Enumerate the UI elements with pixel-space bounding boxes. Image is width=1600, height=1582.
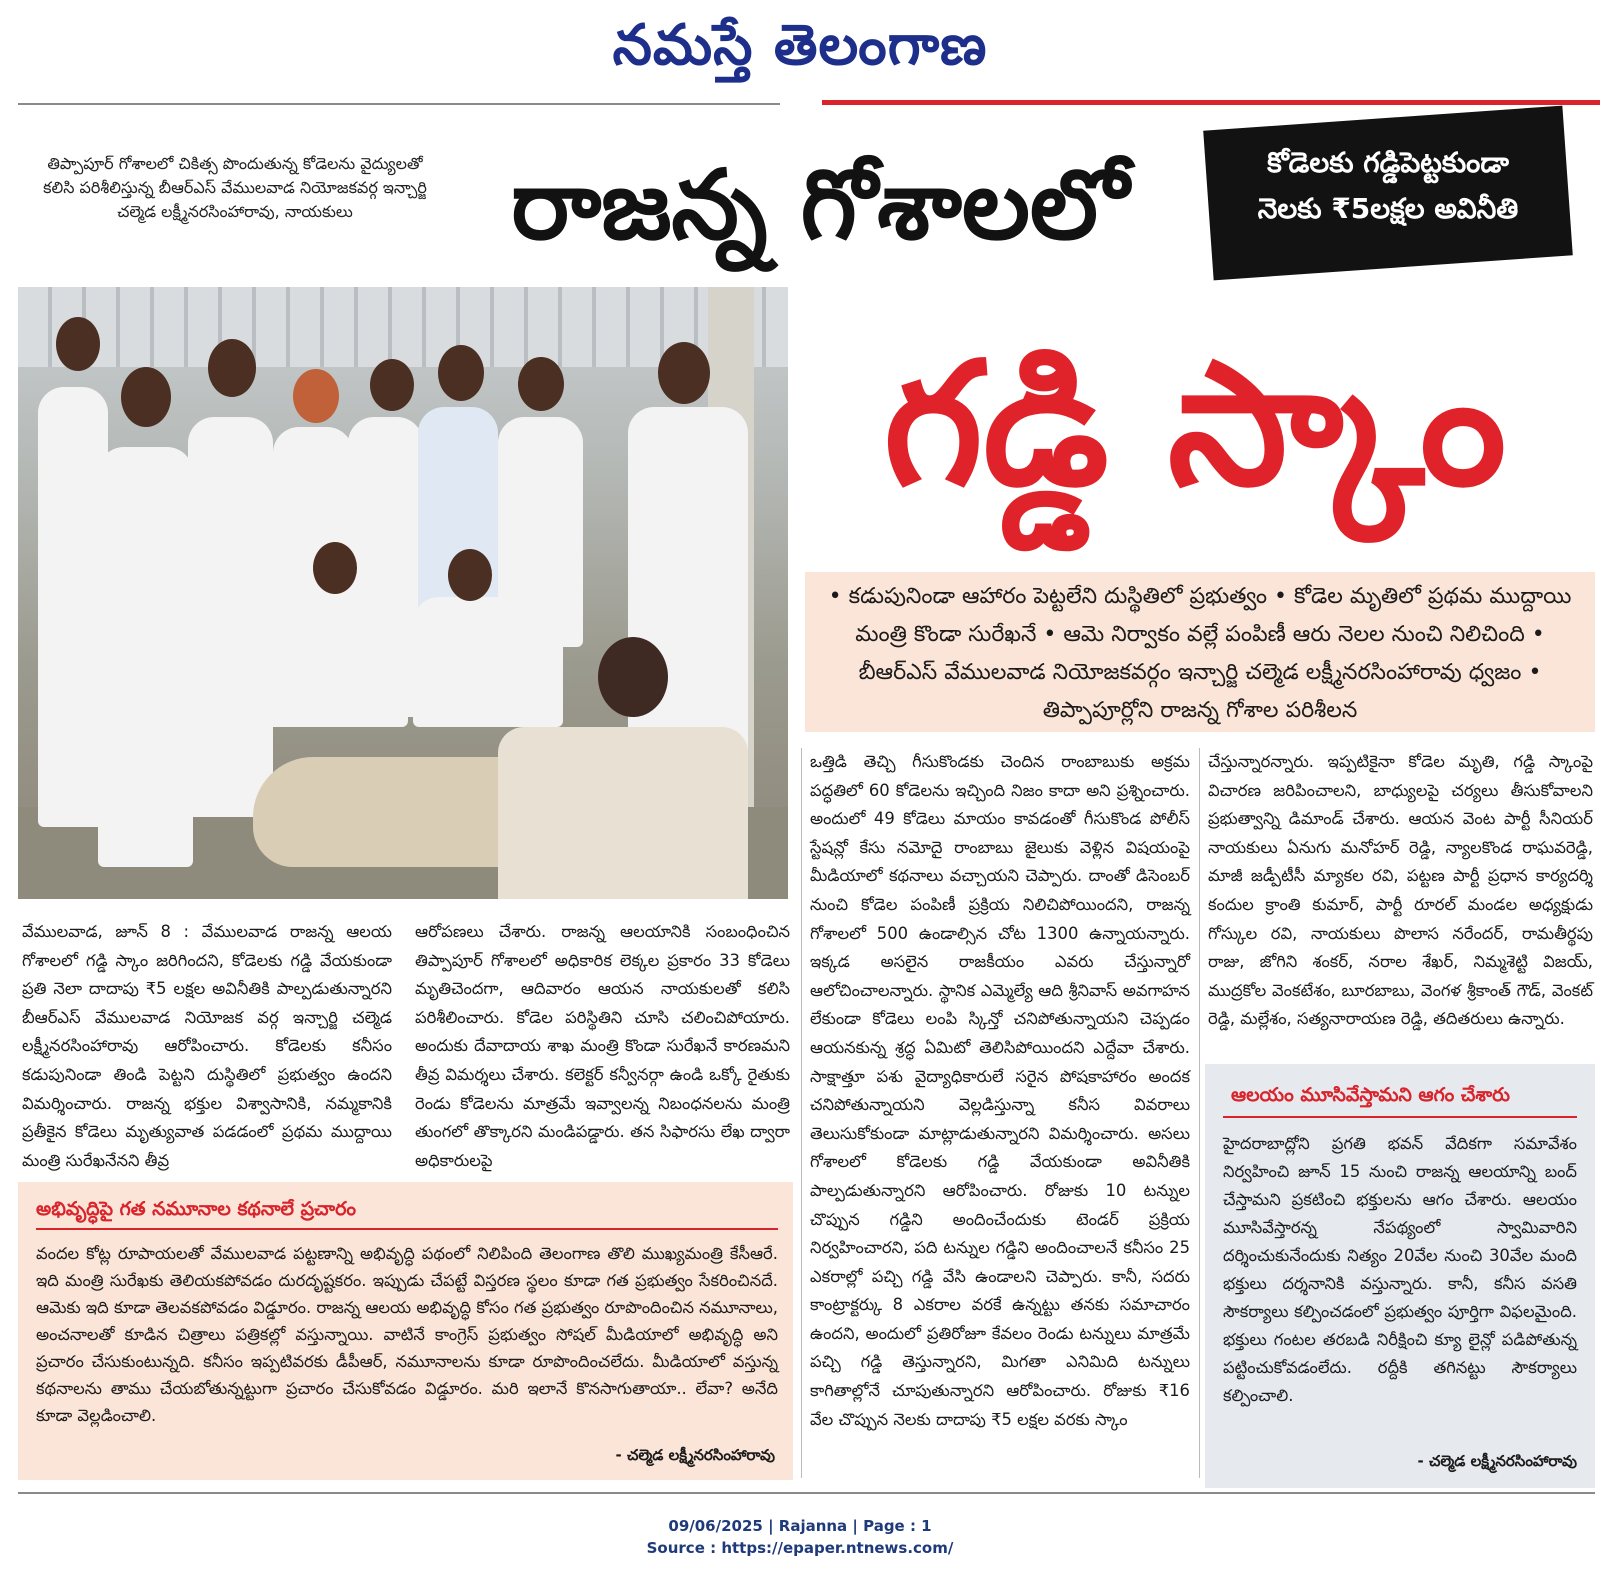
news-photo: [18, 287, 788, 899]
person-figure: [98, 447, 193, 867]
column-divider: [801, 748, 802, 1478]
article-column-2: [415, 918, 790, 1175]
headline-kicker: రాజన్న గోశాలలో: [511, 149, 1129, 261]
sidebar-byline: - చల్మెడ లక్ష్మీనరసింహారావు: [1417, 1452, 1577, 1470]
person-head: [208, 339, 256, 397]
person-figure-crouching: [413, 597, 563, 727]
footer-date-page: 09/06/2025 | Rajanna | Page : 1: [668, 1517, 932, 1535]
summary-bullets-box: [805, 572, 1595, 732]
sidebar-title: ఆలయం మూసివేస్తామని ఆగం చేశారు: [1231, 1084, 1510, 1106]
person-head: [448, 549, 492, 601]
masthead-title: నమస్తే తెలంగాణ: [612, 12, 988, 78]
person-head: [56, 317, 100, 371]
person-figure-foreground: [498, 727, 748, 899]
sidebar-title-rule: [1223, 1116, 1577, 1118]
headline-banner-text: [1218, 140, 1558, 232]
sidebar-byline: - చల్మెడ లక్ష్మీనరసింహారావు: [615, 1446, 775, 1464]
article-column-4: [1208, 748, 1593, 1034]
banner-line-2: నెలకు ₹5లక్షల అవినీతి: [1257, 192, 1519, 225]
photo-caption: తిప్పాపూర్ గోశాలలో చికిత్స పొందుతున్న కోడెలను వైద్యులతో కలిసి పరిశీలిస్తున్న బీఆర్ఎస్ వేములవాడ నియోజకవర్గ ఇన్చార్జి చల్మెడ లక్ష్మీనరసింహారావు, నాయకులు: [43, 154, 427, 221]
sidebar-box-temple: [1205, 1064, 1595, 1488]
footer-source: Source : https://epaper.ntnews.com/: [646, 1539, 954, 1557]
person-head: [293, 369, 339, 423]
masthead-divider-left: [18, 103, 780, 105]
banner-line-1: కోడెలకు గడ్డిపెట్టకుండా: [1267, 146, 1509, 179]
article-text: ఒత్తిడి తెచ్చి గీసుకొండకు చెందిన రాంబాబుకు అక్రమ పద్ధతిలో 60 కోడెలను ఇచ్చింది నిజం కాదా అని ప్రశ్నించారు. అందులో 49 కోడెలు మాయం కావడంతో గీసుకొండ పోలీస్ స్టేషన్లో కేసు నమోదై రాంబాబు జైలుకు వెళ్లిన విషయంపై మీడియాలో కథనాలు వచ్చాయని చెప్పారు. దాంతో డిసెంబర్ నుంచి కోడెల పంపిణీ ప్రక్రియ నిలిచిపోయిందని, రాజన్న గోశాలలో 500 ఉండాల్సిన చోట 1300 ఉన్నాయన్నారు. ఇక్కడ అసలైన రాజకీయం ఎవరు చేస్తున్నారో ఆలోచించాలన్నారు. స్థానిక ఎమ్మెల్యే ఆది శ్రీనివాస్ అవగాహన లేకుండా కోడెలు లంపి స్కిన్తో చనిపోతున్నాయని చెప్పడం ఆయనకున్న శ్రద్ధ ఏమిటో తెలిసిపోయిందని ఎద్దేవా చేశారు. సాక్షాత్తూ పశు వైద్యాధికారులే సరైన పోషకాహారం అందక చనిపోతున్నాయని వెల్లడిస్తున్నా కనీస వివరాలు తెలుసుకోకుండా మాట్లాడుతున్నారని విమర్శించారు. అసలు గోశాలలో కోడెలకు గడ్డి వేయకుండా అవినీతికి పాల్పడుతున్నారని ఆరోపించారు. రోజుకు 10 టన్నుల చొప్పున గడ్డిని అందించేందుకు టెండర్ ప్రక్రియ నిర్వహించారని, పది టన్నుల గడ్డిని అందించాలనే కనీసం 25 ఎకరాల్లో పచ్చి గడ్డి వేసి ఉండాలని చెప్పారు. కానీ, సదరు కాంట్రాక్టర్కు 8 ఎకరాల వరకే ఉన్నట్టు తనకు సమాచారం ఉందని, అందులో ప్రతిరోజూ కేవలం రెండు టన్నులు మాత్రమే పచ్చి గడ్డి తెస్తున్నారని, మిగతా ఎనిమిది టన్నులు కాగితాల్లోనే చూపుతున్నారని ఆరోపించారు. రోజుకు ₹16 వేల చొప్పున నెలకు దాదాపు ₹5 లక్షల వరకు స్కాం: [810, 752, 1190, 1429]
person-figure: [188, 417, 273, 817]
article-text: ఆరోపణలు చేశారు. రాజన్న ఆలయానికి సంబంధించిన తిప్పాపూర్ గోశాలలో అధికారిక లెక్కల ప్రకారం 33 కోడెలు మృతిచెందగా, ఆదివారం ఆయన నాయకులతో కలిసి పరిశీలించారు. కోడెల పరిస్థితిని చూసి చలించిపోయారు. అందుకు దేవాదాయ శాఖ మంత్రి కొండా సురేఖనే కారణమని తీవ్ర విమర్శలు చేశారు. కలెక్టర్ కన్వీనర్గా ఉండి ఒక్కో రైతుకు రెండు కోడెలను మాత్రమే ఇవ్వాలన్న నిబంధనలను మంత్రి తుంగలో తొక్కారని మండిపడ్డారు. తన సిఫారసు లేఖ ద్వారా అధికారులపై: [415, 922, 790, 1170]
person-head: [121, 367, 171, 427]
summary-bullets: • కడుపునిండా ఆహారం పెట్టలేని దుస్థితిలో ప్రభుత్వం • కోడెల మృతిలో ప్రథమ ముద్దాయి మంత్రి కొండా సురేఖనే • ఆమె నిర్వాకం వల్లే పంపిణీ ఆరు నెలల నుంచి నిలిచింది • బీఆర్ఎస్ వేములవాడ నియోజకవర్గం ఇన్చార్జి చల్మెడ లక్ష్మీనరసింహారావు ధ్వజం • తిప్పాపూర్లోని రాజన్న గోశాల పరిశీలన: [828, 584, 1572, 723]
headline-main: గడ్డి స్కాం: [883, 326, 1507, 524]
column-divider: [1199, 748, 1200, 1478]
sidebar-box-development: [18, 1182, 793, 1480]
person-head: [518, 357, 564, 411]
page-footer: [0, 1515, 1600, 1559]
masthead-divider-right: [822, 100, 1600, 105]
person-head: [370, 359, 414, 411]
person-head: [313, 542, 357, 594]
person-head: [438, 345, 484, 401]
sidebar-title-rule: [36, 1228, 778, 1230]
footer-divider: [18, 1492, 1595, 1494]
sidebar-title: అభివృద్ధిపై గత నమూనాల కథనాలే ప్రచారం: [36, 1198, 357, 1220]
article-text: వేములవాడ, జూన్ 8 : వేములవాడ రాజన్న ఆలయ గోశాలలో గడ్డి స్కాం జరిగిందని, కోడెలకు గడ్డి వేయకుండా ప్రతి నెలా దాదాపు ₹5 లక్షల అవినీతికి పాల్పడుతున్నారని బీఆర్ఎస్ వేములవాడ నియోజక వర్గ ఇన్చార్జి చల్మెడ లక్ష్మీనరసింహారావు ఆరోపించారు. కోడెలకు కనీసం కడుపునిండా తిండి పెట్టని దుస్థితిలో ప్రభుత్వం ఉందని విమర్శించారు. రాజన్న భక్తుల విశ్వాసానికి, నమ్మకానికి ప్రతీకైన కోడెలు మృత్యువాత పడడంలో ప్రథమ ముద్దాయి మంత్రి సురేఖనేనని తీవ్ర: [22, 922, 392, 1170]
person-figure-crouching: [268, 587, 408, 727]
article-column-3: [810, 748, 1190, 1434]
article-text: చేస్తున్నారన్నారు. ఇప్పటికైనా కోడెల మృతి, గడ్డి స్కాంపై విచారణ జరిపించాలని, బాధ్యులపై చర్యలు తీసుకోవాలని ప్రభుత్వాన్ని డిమాండ్ చేశారు. ఆయన వెంట పార్టీ సీనియర్ నాయకులు ఏనుగు మనోహర్ రెడ్డి, న్యాలకొండ రాఘవరెడ్డి, మాజీ జడ్పీటీసీ మ్యాకల రవి, పట్టణ పార్టీ ప్రధాన కార్యదర్శి కందుల క్రాంతి కుమార్, పార్టీ రూరల్ మండల అధ్యక్షుడు గోస్కుల రవి, నాయకులు పొలాస నరేందర్, రామతీర్థపు రాజు, జోగిని శంకర్, నరాల శేఖర్, నిమ్మశెట్టి విజయ్, ముద్రకోల వెంకటేశం, బూరబాబు, వెంగళ శ్రీకాంత్ గౌడ్, వెంకట్ రెడ్డి, మల్లేశం, సత్యనారాయణ రెడ్డి, తదితరులు ఉన్నారు.: [1208, 752, 1593, 1029]
person-head: [598, 637, 668, 717]
sidebar-body: హైదరాబాద్లోని ప్రగతి భవన్ వేదికగా సమావేశం నిర్వహించి జూన్ 15 నుంచి రాజన్న ఆలయాన్ని బంద్ చేస్తామని ప్రకటించి భక్తులను ఆగం చేశారు. ఆలయం మూసివేస్తారన్న నేపథ్యంలో స్వామివారిని దర్శించుకునేందుకు నిత్యం 20వేల నుంచి 30వేల మంది భక్తులు దర్శనానికి వస్తున్నారు. కానీ, కనీస వసతి సౌకర్యాలు కల్పించడంలో ప్రభుత్వం పూర్తిగా విఫలమైంది. భక్తులు గంటల తరబడి నిరీక్షించి క్యూ లైన్లో పడిపోతున్న పట్టించుకోవడంలేదు. రద్దీకి తగినట్టు సౌకర్యాలు కల్పించాలి.: [1223, 1134, 1577, 1405]
sidebar-body: వందల కోట్ల రూపాయలతో వేములవాడ పట్టణాన్ని అభివృద్ధి పథంలో నిలిపింది తెలంగాణ తొలి ముఖ్యమంత్రి కేసీఆరే. ఇది మంత్రి సురేఖకు తెలియకపోవడం దురదృష్టకరం. ఇప్పుడు చేపట్టే విస్తరణ స్థలం కూడా గత ప్రభుత్వం సేకరించినదే. ఆమెకు ఇది కూడా తెలవకపోవడం విడ్డూరం. రాజన్న ఆలయ అభివృద్ధి కోసం గత ప్రభుత్వం రూపొందించిన నమూనాలు, అంచనాలతో కూడిన చిత్రాలు పత్రికల్లో వస్తున్నాయి. వాటినే కాంగ్రెస్ ప్రభుత్వం సోషల్ మీడియాలో అభివృద్ధి అని ప్రచారం చేసుకుంటున్నది. కనీసం ఇప్పటివరకు డీపీఆర్, నమూనాలను కూడా రూపొందించలేదు. మీడియాలో వస్తున్న కథనాలను తాము చేయబోతున్నట్టుగా ప్రచారం చేసుకోవడం విడ్డూరం. మరి ఇలానే కొనసాగుతాయా.. లేవా? అనేది కూడా వెల్లడించాలి.: [36, 1244, 778, 1425]
article-column-1: [22, 918, 392, 1175]
person-head: [658, 342, 710, 404]
